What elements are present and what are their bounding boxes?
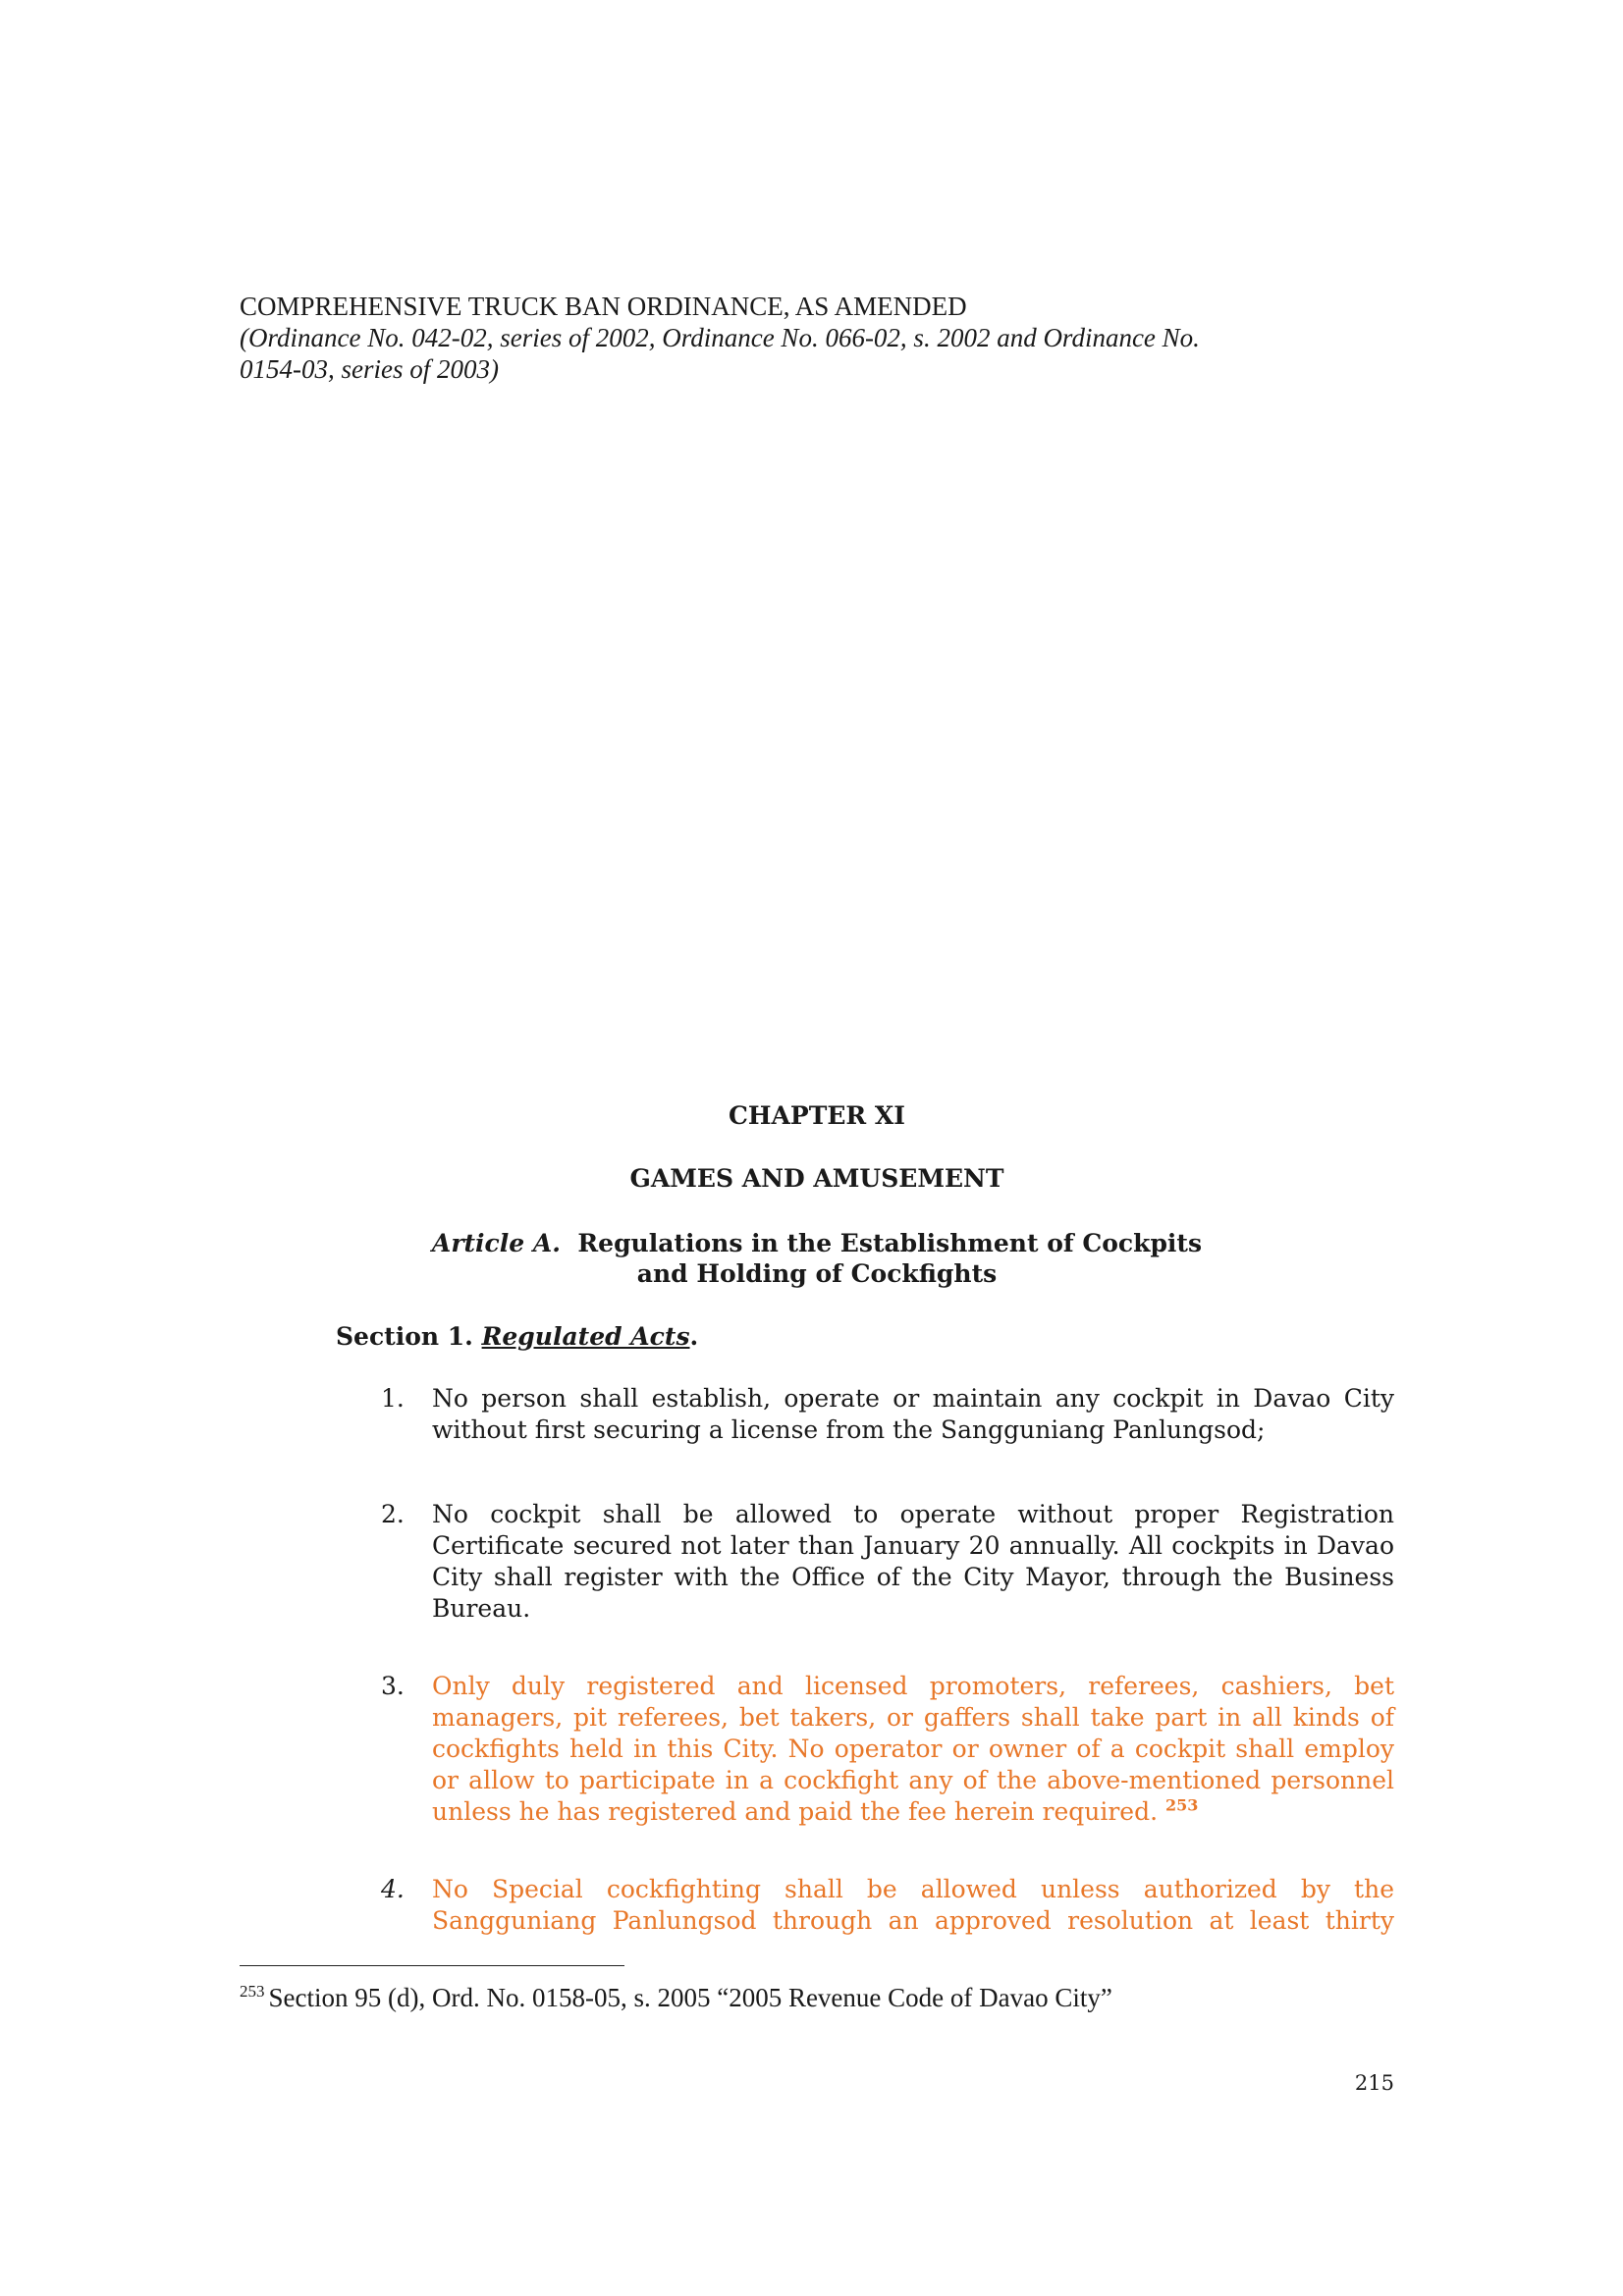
previous-heading-title: COMPREHENSIVE TRUCK BAN ORDINANCE, AS AMENDED bbox=[240, 292, 967, 321]
list-item-text-wrapper bbox=[432, 1671, 1394, 1828]
previous-heading-subtitle-line1: (Ordinance No. 042-02, series of 2002, Ordinance No. 066-02, s. 2002 and Ordinance No. bbox=[240, 323, 1200, 352]
list-item bbox=[381, 1383, 1394, 1446]
list-item-number: 2. bbox=[381, 1500, 405, 1528]
footnote-divider bbox=[240, 1965, 624, 1966]
article-title-line2: and Holding of Cockfights bbox=[636, 1259, 998, 1288]
list-item-text: No Special cockfighting shall be allowed unless authorized by the Sangguniang Panlungsod through an approved resolution at least thirty bbox=[432, 1875, 1394, 1935]
chapter-number: CHAPTER XI bbox=[729, 1101, 905, 1130]
footnote-reference[interactable]: 253 bbox=[1165, 1795, 1199, 1815]
list-item-number: 3. bbox=[381, 1672, 405, 1700]
article-heading bbox=[240, 1228, 1394, 1289]
list-item-text: No person shall establish, operate or maintain any cockpit in Davao City without first securing a license from the Sangguniang Panlungsod; bbox=[432, 1384, 1394, 1444]
chapter-title: GAMES AND AMUSEMENT bbox=[629, 1164, 1004, 1193]
list-item-number: 4. bbox=[381, 1875, 405, 1903]
list-item-number: 1. bbox=[381, 1384, 405, 1413]
list-item-text: Only duly registered and licensed promoters, referees, cashiers, bet managers, pit referees, bet takers, or gaffers shall take part in all kinds of cockfights held in this City. No operator or owner of a cockpit shall employ or allow to participate in a cockfight any of the above-mentioned personnel unless he has registered and paid the fee herein required. bbox=[432, 1672, 1394, 1826]
previous-heading bbox=[240, 291, 1398, 385]
footnote-mark: 253 bbox=[240, 1982, 265, 2001]
article-title-line1: Regulations in the Establishment of Cockpits bbox=[577, 1229, 1203, 1257]
list-item bbox=[381, 1499, 1394, 1625]
page-number: 215 bbox=[1354, 2071, 1394, 2095]
footnote bbox=[240, 1983, 1112, 2013]
footnote-text: Section 95 (d), Ord. No. 0158-05, s. 2005 “2005 Revenue Code of Davao City” bbox=[268, 1983, 1112, 2012]
previous-heading-subtitle-line2: 0154-03, series of 2003) bbox=[240, 354, 499, 384]
section-title-end: . bbox=[689, 1322, 699, 1351]
list-item-amended bbox=[381, 1671, 1394, 1828]
section-heading bbox=[336, 1322, 698, 1351]
article-label: Article A. bbox=[431, 1229, 561, 1257]
list-item-text: No cockpit shall be allowed to operate without proper Registration Certificate secured not later than January 20 annually. All cockpits in Davao City shall register with the Office of the City Mayor, through the Business Bureau. bbox=[432, 1500, 1394, 1623]
section-label: Section 1. bbox=[336, 1322, 473, 1351]
list-item-amended bbox=[381, 1874, 1394, 1937]
section-title: Regulated Acts bbox=[481, 1322, 690, 1351]
